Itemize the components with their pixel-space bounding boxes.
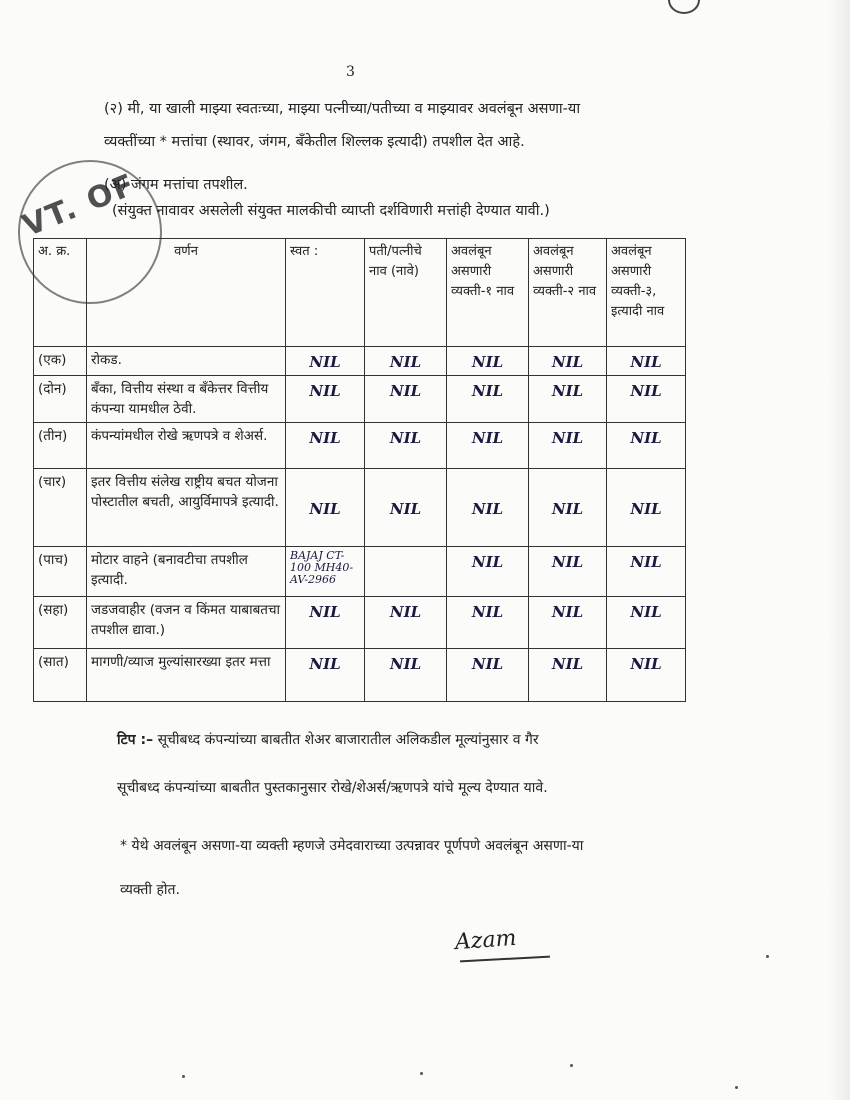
handwritten-value: NIL [471,382,504,400]
handwritten-value: NIL [630,603,662,621]
row-serial: (तीन) [34,423,87,469]
row-description: कंपन्यांमधील रोखे ऋणपत्रे व शेअर्स. [87,423,286,469]
handwritten-value: NIL [551,382,584,400]
table-row [34,649,686,702]
intro-line-1: (२) मी, या खाली माझ्या स्वतःच्या, माझ्या पत्नीच्या/पतीच्या व माझ्यावर अवलंबून असणा-या [104,101,581,117]
handwritten-value [369,550,442,552]
top-circle-mark [668,0,700,14]
row-serial: (सहा) [34,597,87,649]
handwritten-value: NIL [551,429,584,447]
handwritten-value: NIL [630,553,662,571]
handwritten-value: NIL [389,655,422,673]
table-row [34,547,686,597]
tip-label: टिप :– [117,732,154,748]
handwritten-value: NIL [630,429,662,447]
row-description: मागणी/व्याज मुल्यांसारख्या इतर मत्ता [87,649,286,702]
handwritten-value: NIL [551,655,584,673]
tip-line-2: सूचीबध्द कंपन्यांच्या बाबतीत पुस्तकानुसार रोखे/शेअर्स/ऋणपत्रे यांचे मूल्य देण्यात यावे. [117,780,548,796]
scan-speck [420,1072,423,1075]
table-row [34,376,686,423]
header-serial: अ. क्र. [34,239,87,347]
intro-line-4: (संयुक्त नावावर असलेली संयुक्त मालकीची व्याप्ती दर्शविणारी मत्तांही देण्यात यावी.) [112,203,550,219]
handwritten-value: NIL [309,382,341,400]
signature: Azam [454,925,518,956]
handwritten-value: NIL [630,499,662,518]
signature-underline [460,956,550,963]
movable-assets-table [33,238,686,702]
handwritten-value: NIL [551,499,584,518]
handwritten-value: NIL [630,382,662,400]
table-row [34,597,686,649]
handwritten-value: NIL [630,353,662,371]
handwritten-value: NIL [471,655,504,673]
handwritten-value: NIL [309,499,341,518]
row-serial: (चार) [34,469,87,547]
intro-line-2: व्यक्तींच्या * मत्तांचा (स्थावर, जंगम, बँकेतील शिल्लक इत्यादी) तपशील देत आहे. [104,134,525,150]
footnote-line-1: * येथे अवलंबून असणा-या व्यक्ती म्हणजे उमेदवाराच्या उत्पन्नावर पूर्णपणे अवलंबून असणा-या [120,838,584,854]
header-description: वर्णन [87,239,286,347]
table-header-row [34,239,686,347]
handwritten-value: NIL [471,499,504,518]
table-row [34,423,686,469]
handwritten-value: NIL [389,499,422,518]
intro-line-3: (अ) जंगम मत्तांचा तपशील. [104,177,248,193]
header-self: स्वत : [286,239,365,347]
table-row [34,347,686,376]
handwritten-value: NIL [551,553,584,571]
row-description: रोकड. [87,347,286,376]
handwritten-vehicle-details: BAJAJ CT-100 MH40-AV-2966 [290,549,354,586]
header-dependent-1: अवलंबून असणारी व्यक्ती-१ नाव [447,239,529,347]
table-row [34,469,686,547]
footnote-line-2: व्यक्ती होत. [120,882,180,898]
handwritten-value: NIL [471,353,504,371]
scan-speck [735,1086,738,1089]
page-edge-shadow [828,0,850,1100]
handwritten-value: NIL [309,429,341,447]
row-serial: (एक) [34,347,87,376]
stamp-text: VT. OF [17,166,142,245]
handwritten-value: NIL [389,603,422,621]
scan-speck [182,1075,185,1078]
scan-speck [570,1064,573,1067]
handwritten-value: NIL [551,353,584,371]
handwritten-value: NIL [389,429,422,447]
row-serial: (सात) [34,649,87,702]
tip-line-1 [117,730,539,749]
tip-text-1: सूचीबध्द कंपन्यांच्या बाबतीत शेअर बाजारातील अलिकडील मूल्यांनुसार व गैर [157,732,539,748]
handwritten-value: NIL [309,353,341,371]
header-spouse: पती/पत्नीचे नाव (नावे) [365,239,447,347]
handwritten-value: NIL [389,382,422,400]
row-description: जडजवाहीर (वजन व किंमत याबाबतचा तपशील द्यावा.) [87,597,286,649]
handwritten-value: NIL [309,603,341,621]
row-serial: (दोन) [34,376,87,423]
handwritten-value: NIL [471,553,504,571]
row-serial: (पाच) [34,547,87,597]
handwritten-value: NIL [551,603,584,621]
handwritten-value: NIL [630,655,662,673]
handwritten-value: NIL [309,655,341,673]
scan-speck [766,955,769,958]
page-number: 3 [346,64,355,80]
handwritten-value: NIL [471,429,504,447]
header-dependent-2: अवलंबून असणारी व्यक्ती-२ नाव [529,239,607,347]
handwritten-value: NIL [471,603,504,621]
handwritten-value: NIL [389,353,422,371]
row-description: इतर वित्तीय संलेख राष्ट्रीय बचत योजना पोस्टातील बचती, आयुर्विमापत्रे इत्यादी. [87,469,286,547]
row-description: मोटार वाहने (बनावटीचा तपशील इत्यादी. [87,547,286,597]
row-description: बँका, वित्तीय संस्था व बँकेत्तर वित्तीय कंपन्या यामधील ठेवी. [87,376,286,423]
header-dependent-3: अवलंबून असणारी व्यक्ती-३, इत्यादी नाव [607,239,686,347]
